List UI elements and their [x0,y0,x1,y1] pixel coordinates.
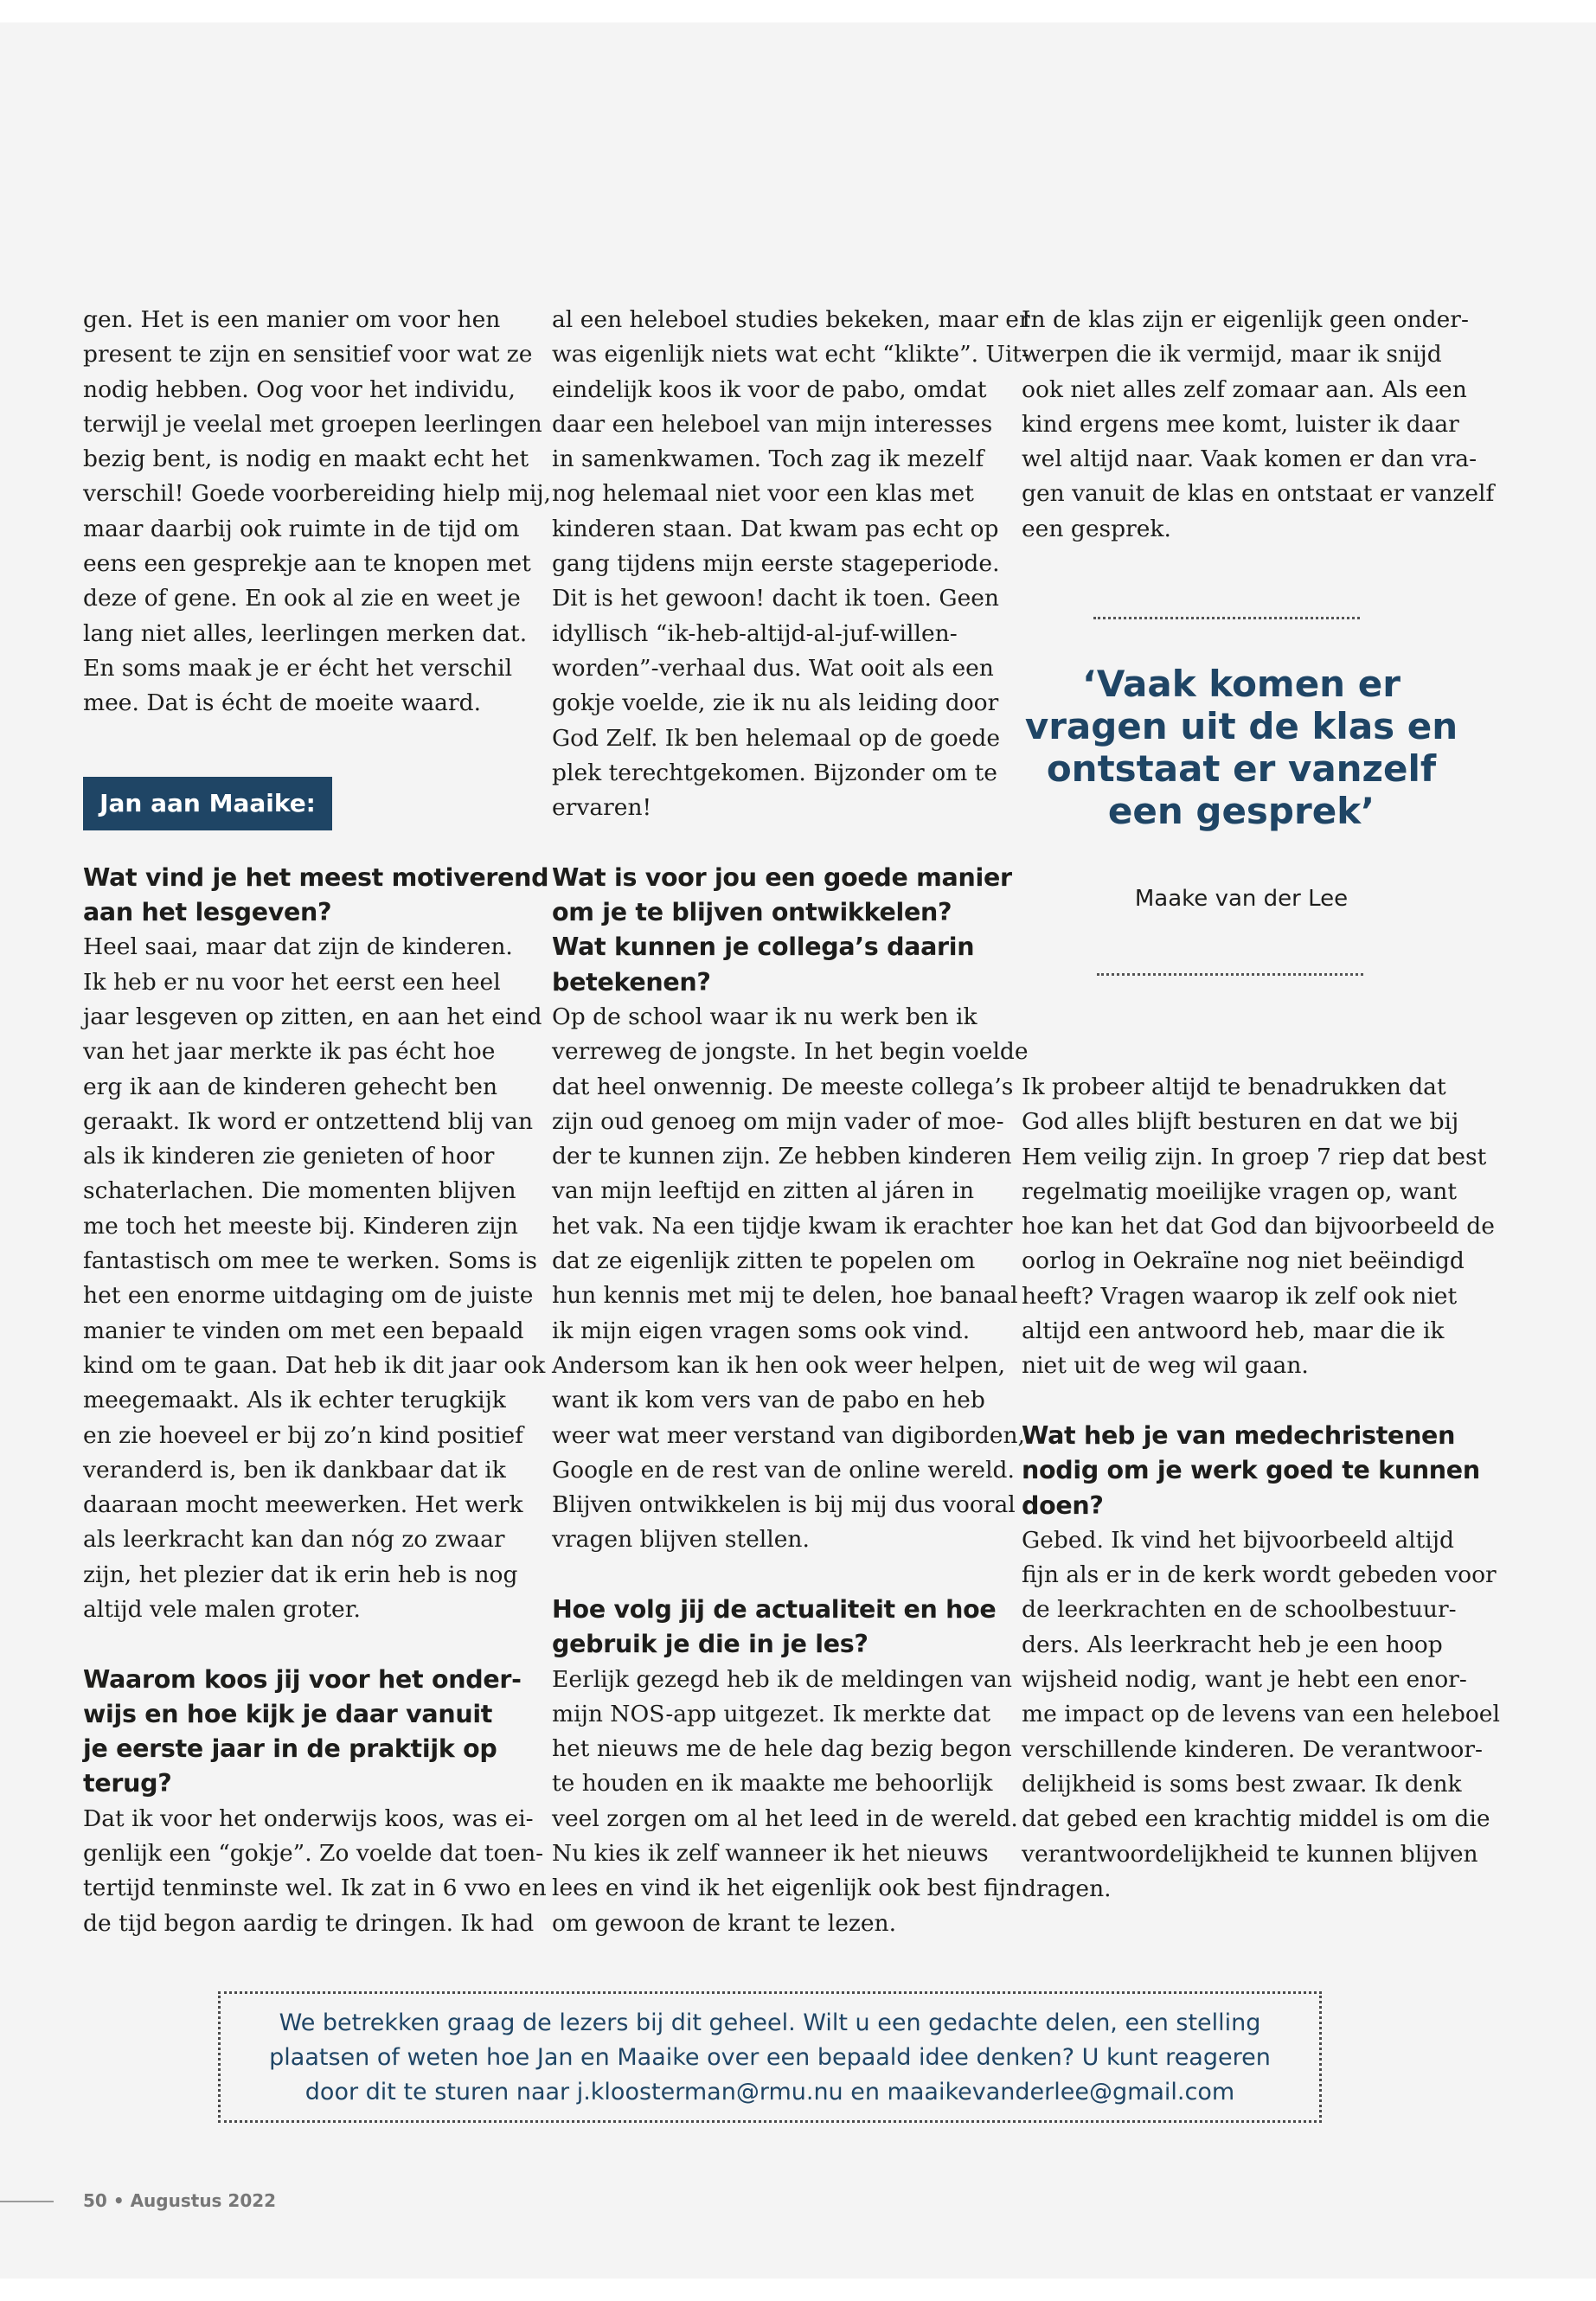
body-text-line: nog helemaal niet voor een klas met [552,480,974,508]
body-text-line: schaterlachen. Die momenten blijven [83,1177,516,1205]
body-text-line: om gewoon de krant te lezen. [552,1909,897,1937]
question-heading: om je te blijven ontwikkelen? [552,898,952,927]
body-text-line: ik mijn eigen vragen soms ook vind. [552,1317,971,1344]
body-text-line: wijsheid nodig, want je hebt een enor- [1022,1666,1467,1694]
question-heading: Hoe volg jij de actualiteit en hoe [552,1594,997,1624]
body-text-line: het nieuws me de hele dag bezig begon [552,1735,1012,1763]
body-text-line: lang niet alles, leerlingen merken dat. [83,619,528,647]
question-heading: doen? [1022,1490,1104,1520]
body-text-line: ders. Als leerkracht heb je een hoop [1022,1631,1443,1658]
body-text-line: tertijd tenminste wel. Ik zat in 6 vwo en [83,1875,547,1902]
body-text-line: Op de school waar ik nu werk ben ik [552,1003,977,1030]
question-heading: nodig om je werk goed te kunnen [1022,1456,1480,1485]
pull-quote-line: ontstaat er vanzelf [1046,747,1437,790]
paragraph-gap [83,825,551,860]
section-badge: Jan aan Maaike: [83,777,332,830]
body-text-line: al een heleboel studies bekeken, maar er [552,306,1030,333]
body-text-line: delijkheid is soms best zwaar. Ik denk [1022,1770,1462,1798]
body-text-line: hoe kan het dat God dan bijvoorbeeld de [1022,1213,1495,1240]
body-text-line: als ik kinderen zie genieten of hoor [83,1143,495,1170]
body-text-line: geraakt. Ik word er ontzettend blij van [83,1107,534,1135]
body-text-line: ook niet alles zelf zomaar aan. Als een [1022,375,1467,403]
body-text-line: veel zorgen om al het leed in de wereld. [552,1804,1018,1832]
body-text-line: kind om te gaan. Dat heb ik dit jaar ook [83,1351,546,1379]
issue-date: Augustus 2022 [130,2190,277,2211]
body-text-line: gen. Het is een manier om voor hen [83,306,501,333]
question-heading: betekenen? [552,967,711,997]
column-2 [552,303,1030,1941]
question-heading: terug? [83,1769,172,1798]
body-text-line: terwijl je veelal met groepen leerlingen [83,410,542,438]
column-3-bottom [1022,1070,1500,1907]
body-text-line: verschil! Goede voorbereiding hielp mij, [83,480,551,508]
body-text-line: worden”-verhaal dus. Wat ooit als een [552,654,994,682]
callout-line: door dit te sturen naar j.kloosterman@rmu.nu en maaikevanderlee@gmail.com [304,2079,1235,2106]
body-text-line: kind ergens mee komt, luister ik daar [1022,410,1459,438]
paragraph-gap [83,1627,551,1662]
body-text-line: van het jaar merkte ik pas écht hoe [83,1038,496,1066]
quote-top-divider [1093,617,1360,619]
body-text-line: mijn NOS-app uitgezet. Ik merkte dat [552,1700,991,1727]
body-text-line: gang tijdens mijn eerste stageperiode. [552,550,1000,578]
body-text-line: maar daarbij ook ruimte in de tijd om [83,515,520,542]
body-text-line: fijn als er in de kerk wordt gebeden voor [1022,1561,1497,1589]
body-text-line: lees en vind ik het eigenlijk ook best fijn [552,1875,1021,1902]
body-text-line: werpen die ik vermijd, maar ik snijd [1022,341,1442,369]
column-3-top [1022,303,1494,547]
body-text-line: eindelijk koos ik voor de pabo, omdat [552,375,987,403]
body-text-line: het een enorme uitdaging om de juiste [83,1282,534,1310]
body-text-line: Ik heb er nu voor het eerst een heel [83,968,501,996]
body-text-line: kinderen staan. Dat kwam pas echt op [552,515,999,542]
question-heading: wijs en hoe kijk je daar vanuit [83,1699,493,1728]
body-text-line: altijd vele malen groter. [83,1595,361,1623]
body-text-line: In de klas zijn er eigenlijk geen onder- [1022,306,1469,333]
body-text-line: plek terechtgekomen. Bijzonder om te [552,759,997,786]
page-number: 50 [83,2190,107,2211]
question-heading: Waarom koos jij voor het onder- [83,1664,522,1694]
body-text-line: idyllisch “ik-heb-altijd-al-juf-willen- [552,619,958,647]
body-text-line: wel altijd naar. Vaak komen er dan vra- [1022,445,1477,473]
footer-separator: • [112,2190,125,2211]
body-text-line: een gesprek. [1022,515,1171,542]
body-text-line: Dit is het gewoon! dacht ik toen. Geen [552,585,999,612]
body-text-line: Heel saai, maar dat zijn de kinderen. [83,933,513,961]
paragraph-gap [83,721,551,756]
body-text-line: meegemaakt. Als ik echter terugkijk [83,1387,506,1414]
body-text-line: bezig bent, is nodig en maakt echt het [83,445,529,473]
body-text-line: was eigenlijk niets wat echt “klikte”. Uit- [552,341,1029,369]
body-text-line: verreweg de jongste. In het begin voelde [552,1038,1029,1066]
body-text-line: en zie hoeveel er bij zo’n kind positief [83,1421,523,1449]
body-text-line: weer wat meer verstand van digiborden, [552,1421,1025,1449]
question-heading: gebruik je die in je les? [552,1630,869,1659]
paragraph-gap [1022,1384,1500,1419]
body-text-line: Hem veilig zijn. In groep 7 riep dat best [1022,1143,1487,1170]
question-heading: Wat kunnen je collega’s daarin [552,933,975,962]
body-text-line: niet uit de weg wil gaan. [1022,1352,1309,1380]
body-text-line: God Zelf. Ik ben helemaal op de goede [552,724,1001,752]
body-text-line: altijd een antwoord heb, maar die ik [1022,1317,1445,1345]
pull-quote-line: ‘Vaak komen er [1082,663,1401,705]
body-text-line: regelmatig moeilijke vragen op, want [1022,1177,1458,1205]
body-text-line: dat gebed een krachtig middel is om die [1022,1805,1490,1833]
body-text-line: nodig hebben. Oog voor het individu, [83,375,516,403]
body-text-line: van mijn leeftijd en zitten al járen in [552,1177,975,1205]
body-text-line: Nu kies ik zelf wanneer ik het nieuws [552,1840,989,1868]
body-text-line: het vak. Na een tijdje kwam ik erachter [552,1212,1013,1240]
reader-callout-box [218,1991,1322,2123]
body-text-line: manier te vinden om met een bepaald [83,1317,524,1344]
question-heading: aan het lesgeven? [83,898,332,927]
body-text-line: te houden en ik maakte me behoorlijk [552,1770,993,1798]
body-text-line: dragen. [1022,1875,1112,1902]
body-text-line: hun kennis met mij te delen, hoe banaal [552,1282,1018,1310]
pull-quote-line: een gesprek’ [1107,790,1375,832]
body-text-line: want ik kom vers van de pabo en heb [552,1387,985,1414]
body-text-line: zijn, het plezier dat ik erin heb is nog [83,1561,518,1588]
body-text-line: jaar lesgeven op zitten, en aan het eind [83,1003,542,1030]
body-text-line: heeft? Vragen waarop ik zelf ook niet [1022,1282,1458,1310]
pull-quote-author: Maake van der Lee [1134,886,1349,912]
body-text-line: veranderd is, ben ik dankbaar dat ik [83,1456,506,1484]
body-text-line: Eerlijk gezegd heb ik de meldingen van [552,1665,1012,1693]
body-text-line: present te zijn en sensitief voor wat ze [83,341,533,369]
body-text-line: Blijven ontwikkelen is bij mij dus vooral [552,1491,1016,1519]
question-heading: Wat is voor jou een goede manier [552,862,1012,892]
paragraph-gap [552,825,1030,860]
body-text-line: Dat ik voor het onderwijs koos, was ei- [83,1804,534,1832]
body-text-line: fantastisch om mee te werken. Soms is [83,1247,537,1275]
paragraph-gap [552,1558,1030,1593]
body-text-line: de leerkrachten en de schoolbestuur- [1022,1596,1457,1624]
body-text-line: dat ze eigenlijk zitten te popelen om [552,1247,976,1275]
body-text-line: me toch het meeste bij. Kinderen zijn [83,1212,518,1240]
question-heading: je eerste jaar in de praktijk op [83,1734,497,1764]
body-text-line: in samenkwamen. Toch zag ik mezelf [552,445,984,473]
body-text-line: verantwoordelijkheid te kunnen blijven [1022,1840,1478,1868]
body-text-line: Google en de rest van de online wereld. [552,1456,1015,1484]
callout-line: We betrekken graag de lezers bij dit geheel. Wilt u een gedachte delen, een stelling [279,2009,1261,2036]
body-text-line: God alles blijft besturen en dat we bij [1022,1108,1459,1136]
body-text-line: Gebed. Ik vind het bijvoorbeeld altijd [1022,1526,1454,1554]
body-text-line: mee. Dat is écht de moeite waard. [83,689,482,717]
body-text-line: daaraan mocht meewerken. Het werk [83,1491,523,1519]
body-text-line: erg ik aan de kinderen gehecht ben [83,1073,498,1100]
column-1 [83,303,551,1941]
body-text-line: gokje voelde, zie ik nu als leiding door [552,689,999,717]
body-text-line: En soms maak je er écht het verschil [83,654,513,682]
pull-quote [1022,663,1461,832]
body-text-line: verschillende kinderen. De verantwoor- [1022,1735,1483,1763]
body-text-line: genlijk een “gokje”. Zo voelde dat toen- [83,1840,544,1868]
body-text-line: gen vanuit de klas en ontstaat er vanzelf [1022,480,1495,508]
body-text-line: de tijd begon aardig te dringen. Ik had [83,1909,535,1937]
footer-rule [0,2201,54,2202]
body-text-line: vragen blijven stellen. [552,1526,810,1554]
body-text-line: Ik probeer altijd te benadrukken dat [1022,1074,1446,1100]
body-text-line: oorlog in Oekraïne nog niet beëindigd [1022,1247,1465,1275]
body-text-line: daar een heleboel van mijn interesses [552,410,993,438]
body-text-line: der te kunnen zijn. Ze hebben kinderen [552,1143,1012,1170]
quote-bottom-divider [1097,973,1363,976]
body-text-line: zijn oud genoeg om mijn vader of moe- [552,1107,1004,1135]
body-text-line: deze of gene. En ook al zie en weet je [83,585,521,612]
pull-quote-line: vragen uit de klas en [1024,705,1458,747]
body-text-line: me impact op de levens van een heleboel [1022,1701,1500,1728]
question-heading: Wat heb je van medechristenen [1022,1420,1456,1450]
body-text-line: als leerkracht kan dan nóg zo zwaar [83,1526,505,1554]
body-text-line: dat heel onwennig. De meeste collega’s [552,1073,1014,1100]
body-text-line: eens een gesprekje aan te knopen met [83,550,531,578]
question-heading: Wat vind je het meest motiverend [83,862,549,892]
body-text-line: ervaren! [552,794,652,822]
page-footer [83,2189,276,2213]
body-text-line: Andersom kan ik hen ook weer helpen, [552,1351,1006,1379]
callout-line: plaatsen of weten hoe Jan en Maaike over een bepaald idee denken? U kunt reageren [269,2044,1271,2071]
